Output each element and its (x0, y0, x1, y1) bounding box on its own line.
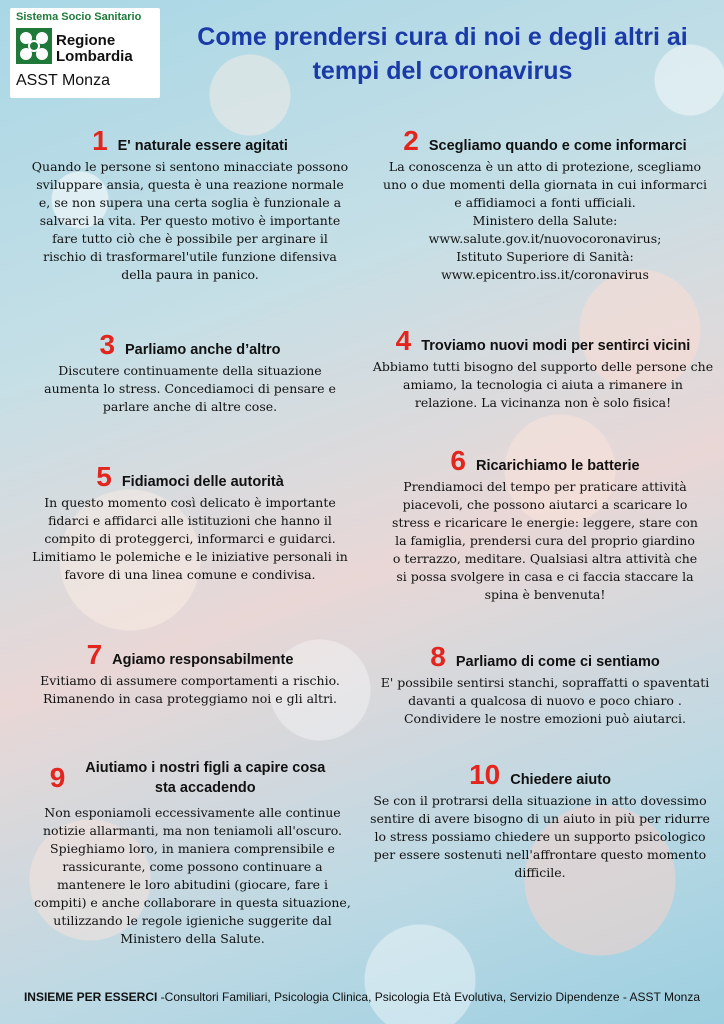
tip-6 (390, 446, 700, 604)
tip-number: 3 (99, 329, 116, 360)
logo (10, 8, 160, 98)
tip-heading: Troviamo nuovi modi per sentirci vicini (421, 338, 691, 354)
tip-9 (30, 758, 355, 948)
tip-number: 10 (469, 759, 501, 790)
tip-4 (370, 326, 716, 412)
tip-body: Prendiamoci del tempo per praticare attività piacevoli, che possono aiutarci a scaricare lo stress e ricaricare le energie: leggere, stare con la famiglia, prendersi cura del proprio giardino o terrazzo, meditare. Qualsiasi altra attività che si possa svolgere in casa e ci faccia staccare la spina è benvenuta! (392, 479, 698, 602)
tip-8 (380, 642, 710, 728)
tip-heading: Ricarichiamo le batterie (475, 458, 640, 474)
tip-1 (30, 126, 350, 284)
tip-body: Non esponiamoli eccessivamente alle continue notizie allarmanti, ma non teniamoli all'oscuro. Spieghiamo loro, in maniera comprensibile e rassicurante, come possono continuare a mantenere le loro abitudini (giocare, fare i compiti) e anche collaborare in questa situazione, utilizzando le regole igieniche suggerite dal Ministero della Salute. (34, 805, 351, 946)
tip-10 (370, 760, 710, 882)
footer-text: -Consultori Familiari, Psicologia Clinica, Psicologia Età Evolutiva, Servizio Dipendenze - ASST Monza (157, 990, 701, 1004)
tip-heading: Chiedere aiuto (510, 772, 611, 788)
logo-region-line1: Regione (56, 32, 116, 49)
tip-7 (30, 640, 350, 708)
tip-body: Evitiamo di assumere comportamenti a rischio. Rimanendo in casa proteggiamo noi e gli altri. (40, 673, 340, 706)
tip-heading: Scegliamo quando e come informarci (428, 138, 687, 154)
tip-body: In questo momento così delicato è importante fidarci e affidarci alle istituzioni che hanno il compito di proteggerci, informarci e guidarci. Limitiamo le polemiche e le iniziative personali in favore di una linea comune e condivisa. (32, 495, 348, 582)
tip-number: 9 (49, 762, 66, 793)
tip-heading: Parliamo di come ci sentiamo (455, 654, 660, 670)
tip-number: 5 (96, 461, 112, 492)
logo-region-line2: Lombardia (56, 48, 133, 65)
regione-lombardia-logo-icon (16, 28, 52, 64)
tip-3 (30, 330, 350, 416)
tip-2 (380, 126, 710, 284)
tip-5 (30, 462, 350, 584)
tip-number: 1 (92, 125, 108, 156)
tip-heading: Aiutiamo i nostri figli a capire cosa sta accadendo (85, 760, 326, 796)
page-title: Come prendersi cura di noi e degli altri ai tempi del coronavirus (197, 23, 688, 85)
tip-body: Abbiamo tutti bisogno del supporto delle persone che amiamo, la tecnologia ci aiuta a rimanere in relazione. La vicinanza non è solo fisica! (372, 359, 714, 410)
tip-number: 7 (86, 639, 103, 670)
tip-heading: Parliamo anche d’altro (125, 342, 281, 358)
tip-number: 6 (450, 445, 466, 476)
tip-body: E' possibile sentirsi stanchi, sopraffatti o spaventati davanti a qualcosa di nuovo e poco chiaro . Condividere le nostre emozioni può aiutarci. (380, 675, 710, 726)
tip-body: La conoscenza è un atto di protezione, scegliamo uno o due momenti della giornata in cui informarci e affidiamoci a fonti ufficiali. Ministero della Salute: www.salute.gov.it/nuovocoronavirus; Istituto Superiore di Sanità: www.epicentro.iss.it/coronavirus (383, 159, 707, 282)
logo-asst: ASST Monza (16, 72, 110, 89)
tip-heading: Agiamo responsabilmente (112, 652, 294, 668)
tip-heading: Fidiamoci delle autorità (121, 474, 284, 490)
tip-number: 4 (395, 325, 412, 356)
tip-heading: E' naturale essere agitati (117, 138, 288, 154)
footer-bold: INSIEME PER ESSERCI (23, 990, 158, 1004)
tip-body: Se con il protrarsi della situazione in atto dovessimo sentire di avere bisogno di un aiuto in più per ridurre lo stress possiamo chiedere un supporto psicologico per essere sostenuti nell'affrontare questo momento difficile. (370, 793, 710, 880)
tip-body: Quando le persone si sentono minacciate possono sviluppare ansia, questa è una reazione normale e, se non supera una certa soglia è funzionale a salvarci la vita. Per questo motivo è importante fare tutto ciò che è possibile per arginare il rischio di trasformarel'utile funzione difensiva della paura in panico. (31, 159, 349, 282)
footer (0, 990, 724, 1004)
tip-number: 2 (403, 125, 419, 156)
tip-body: Discutere continuamente della situazione aumenta lo stress. Concediamoci di pensare e parlare anche di altre cose. (44, 363, 336, 414)
logo-top-text: Sistema Socio Sanitario (16, 11, 142, 23)
tip-number: 8 (430, 641, 446, 672)
